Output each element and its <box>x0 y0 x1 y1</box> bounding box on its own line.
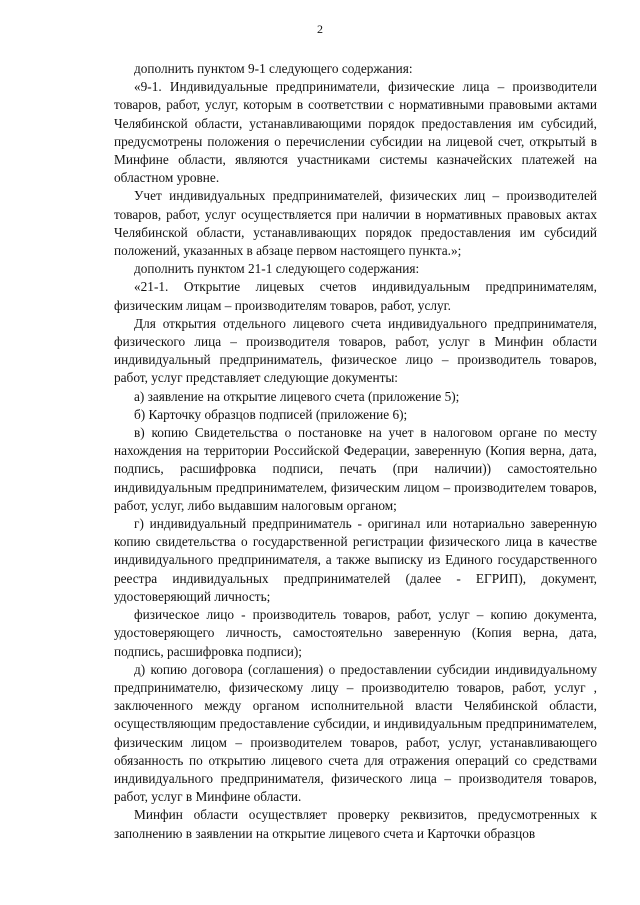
paragraph: физическое лицо - производитель товаров, работ, услуг – копию документа, удостоверяющего личность, самостоятельно заверенную (Копия верна, дата, подпись, расшифровка подписи); <box>114 607 597 659</box>
paragraph: дополнить пунктом 9-1 следующего содержания: <box>134 61 413 76</box>
paragraph: «21-1. Открытие лицевых счетов индивидуальным предпринимателям, физическим лицам – производителям товаров, работ, услуг. <box>114 279 597 313</box>
paragraph: д) копию договора (соглашения) о предоставлении субсидии индивидуальному предпринимателю, физическому лицу – производителю товаров, работ, услуг , заключенного между органом исполнительной власти Челябинской области, осуществляющим предоставление субсидии, и индивидуальным предпринимателем, физическим лицом – производителем товаров, работ, услуг, устанавливающего обязанность по открытию лицевого счета для отражения операций со средствами индивидуального предпринимателя, физического лица – производителя товаров, работ, услуг в Минфине области. <box>114 661 597 805</box>
paragraph: дополнить пунктом 21-1 следующего содержания: <box>134 261 420 277</box>
paragraph: а) заявление на открытие лицевого счета (приложение 5); <box>134 388 460 404</box>
paragraph: в) копию Свидетельства о постановке на учет в налоговом органе по месту нахождения на территории Российской Федерации, заверенную (Копия верна, дата, подпись, расшифровка подписи, печать (при наличии)) самостоятельно индивидуальным предпринимателем, физическим лицом – производителем товаров, работ, услуг, либо выдавшим налоговым органом; <box>114 425 597 513</box>
paragraph: б) Карточку образцов подписей (приложение 6); <box>134 406 408 422</box>
paragraph: Минфин области осуществляет проверку реквизитов, предусмотренных к заполнению в заявлении на открытие лицевого счета и Карточки образцов <box>114 807 597 841</box>
document-body <box>114 60 597 843</box>
paragraph: Для открытия отдельного лицевого счета индивидуального предпринимателя, физического лица – производителя товаров, работ, услуг в Минфин области индивидуальный предприниматель, физическое лицо – производитель товаров, работ, услуг представляет следующие документы: <box>114 315 597 386</box>
paragraph: Учет индивидуальных предпринимателей, физических лиц – производителей товаров, работ, услуг осуществляется при наличии в нормативных правовых актах Челябинской области, устанавливающих порядок предоставления им субсидий положений, указанных в абзаце первом настоящего пункта.»; <box>114 188 597 259</box>
page-number: 2 <box>317 22 323 36</box>
paragraph: «9-1. Индивидуальные предприниматели, физические лица – производители товаров, работ, услуг, которым в соответствии с нормативными правовыми актами Челябинской области, устанавливающими порядок предоставления им субсидий, предусмотрены положения о перечислении субсидии на лицевой счет, открытый в Минфине области, являются участниками системы казначейских платежей на областном уровне. <box>114 79 597 186</box>
paragraph: г) индивидуальный предприниматель - оригинал или нотариально заверенную копию свидетельства о государственной регистрации физического лица в качестве индивидуального предпринимателя, а также выписку из Единого государственного реестра индивидуальных предпринимателей (далее - ЕГРИП), документ, удостоверяющий личность; <box>114 516 597 604</box>
